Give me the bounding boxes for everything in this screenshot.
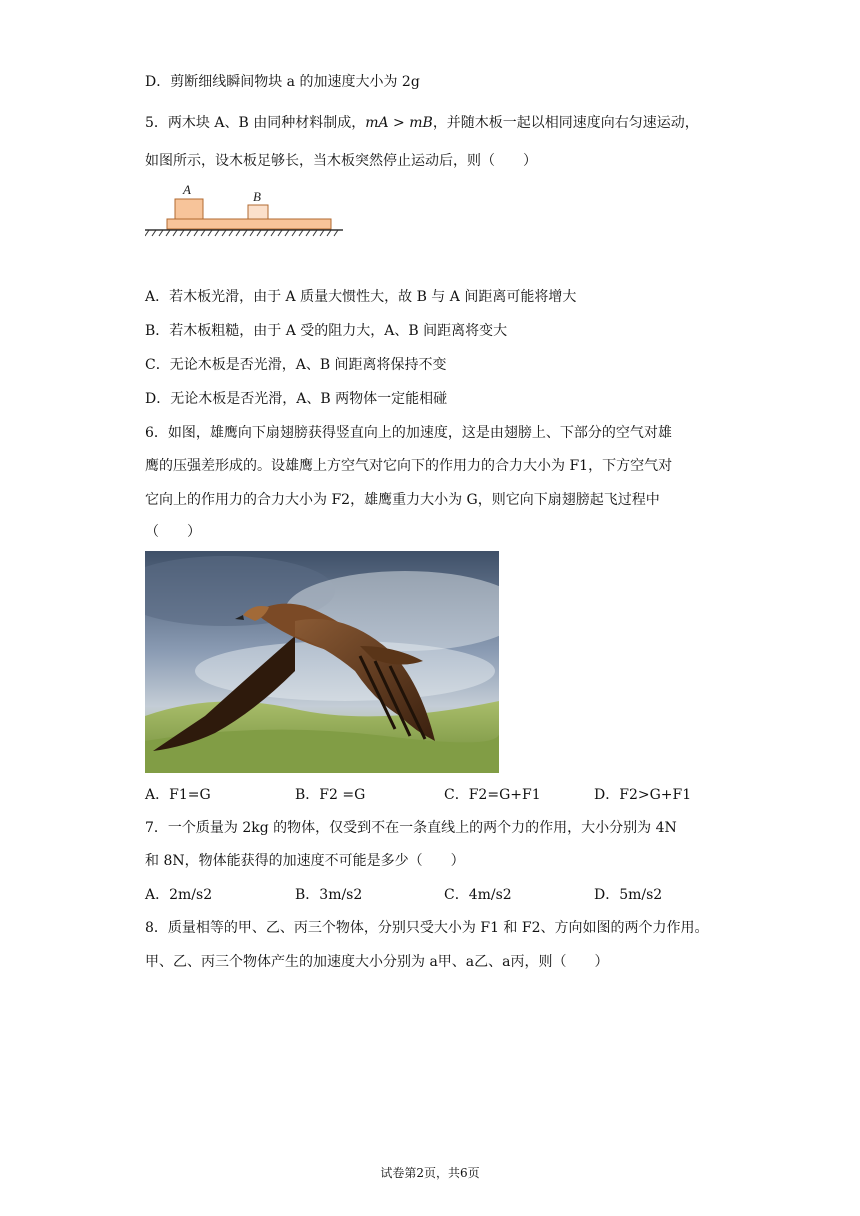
eagle-photo bbox=[145, 551, 499, 773]
q5-stem-line1 bbox=[145, 113, 699, 133]
q6-stem-line3: 它向上的作用力的合力大小为 F2，雄鹰重力大小为 G，则它向下扇翅膀起飞过程中 bbox=[145, 492, 660, 508]
q6-stem-line1: 6．如图，雄鹰向下扇翅膀获得竖直向上的加速度，这是由翅膀上、下部分的空气对雄 bbox=[145, 425, 672, 441]
q5-blocks-figure bbox=[145, 183, 345, 243]
q8-stem-line2: 甲、乙、丙三个物体产生的加速度大小分别为 a甲、a乙、a丙，则（ ） bbox=[145, 954, 609, 970]
q6-option-d: D．F2>G+F1 bbox=[594, 787, 692, 803]
q5-ground-hatch bbox=[145, 230, 338, 236]
q4-option-d: D．剪断细线瞬间物块 a 的加速度大小为 2g bbox=[145, 74, 420, 90]
q5-block-b bbox=[248, 205, 268, 219]
q7-stem-line1: 7．一个质量为 2kg 的物体，仅受到不在一条直线上的两个力的作用，大小分别为 4N bbox=[145, 820, 677, 836]
q5-stem-post: ，并随木板一起以相同速度向右匀速运动， bbox=[432, 115, 699, 131]
q6-option-b: B．F2 =G bbox=[295, 787, 366, 803]
q6-option-a: A．F1=G bbox=[145, 787, 211, 803]
q5-option-b: B．若木板粗糙，由于 A 受的阻力大，A、B 间距离将变大 bbox=[145, 323, 508, 339]
q5-stem-pre: 5．两木块 A、B 由同种材料制成， bbox=[145, 115, 366, 131]
q5-option-c: C．无论木板是否光滑，A、B 间距离将保持不变 bbox=[145, 357, 447, 373]
q6-stem-line2: 鹰的压强差形成的。设雄鹰上方空气对它向下的作用力的合力大小为 F1，下方空气对 bbox=[145, 458, 673, 474]
q5-condition: mA > mB bbox=[365, 115, 433, 131]
page-footer: 试卷第2页，共6页 bbox=[380, 1166, 480, 1180]
q7-option-a: A．2m/s2 bbox=[145, 887, 213, 903]
q5-stem-line2: 如图所示，设木板足够长，当木板突然停止运动后，则（ ） bbox=[145, 153, 537, 169]
q6-stem-line4: （ ） bbox=[145, 524, 201, 540]
q8-stem-line1: 8．质量相等的甲、乙、丙三个物体，分别只受大小为 F1 和 F2、方向如图的两个力作用。 bbox=[145, 920, 709, 936]
q5-board bbox=[167, 219, 331, 229]
q5-option-a: A．若木板光滑，由于 A 质量大惯性大，故 B 与 A 间距离可能将增大 bbox=[145, 289, 577, 305]
q5-option-d: D．无论木板是否光滑，A、B 两物体一定能相碰 bbox=[145, 391, 448, 407]
q7-option-b: B．3m/s2 bbox=[295, 887, 363, 903]
q7-stem-line2: 和 8N，物体能获得的加速度不可能是多少（ ） bbox=[145, 853, 465, 869]
q6-option-c: C．F2=G+F1 bbox=[444, 787, 541, 803]
q5-label-b: B bbox=[253, 189, 261, 204]
q5-label-a: A bbox=[183, 183, 191, 197]
q5-block-a bbox=[175, 199, 203, 219]
q7-option-c: C．4m/s2 bbox=[444, 887, 512, 903]
q7-option-d: D．5m/s2 bbox=[594, 887, 663, 903]
